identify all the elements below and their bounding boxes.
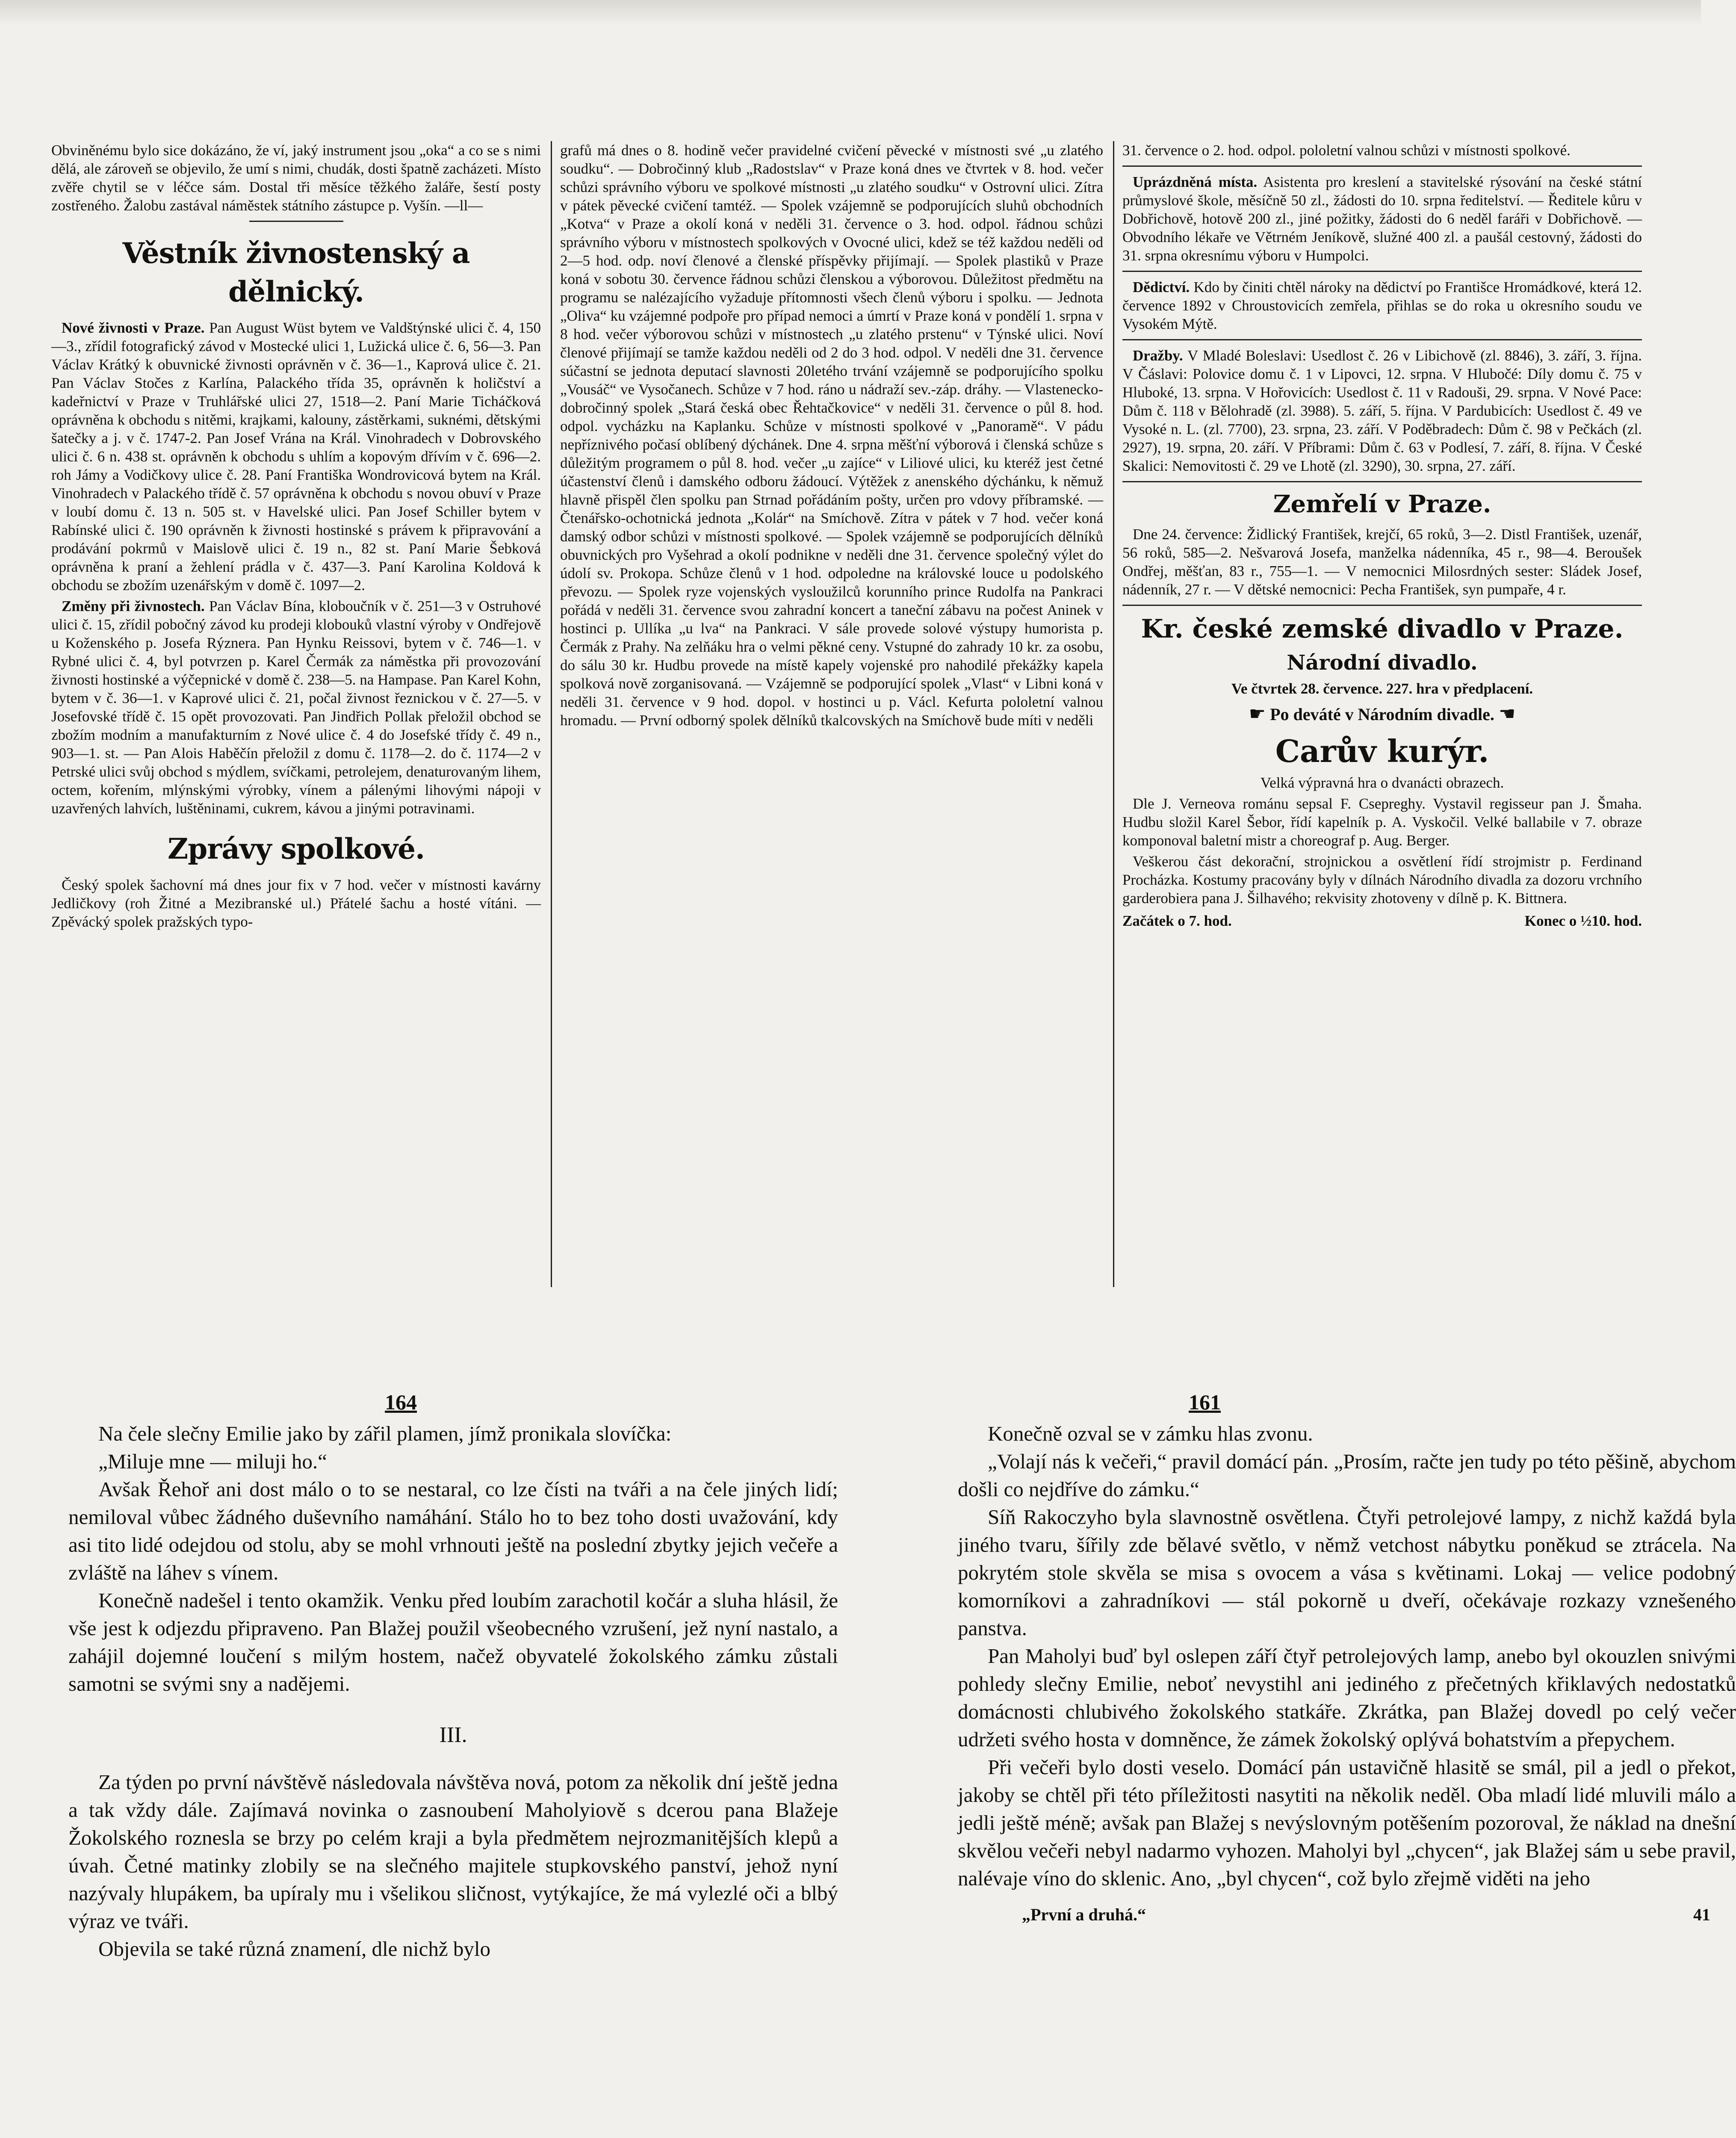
subheading-nove-zivnosti: Nové živnosti v Praze. <box>62 319 205 336</box>
book-paragraph: Síň Rakoczyho byla slavnostně osvětlena. Čtyři petrolejové lampy, z nichž každá byla jiného tvaru, šířily zde bělavé světlo, v němž vetchost nábytku poněkud se ztrácela. Na pokrytém stole skvěla se misa s ovocem a vása s květinami. Lokaj — velice podobný komorníkovi a zahradníkovi — stál pokorně u dveří, očekávaje rozkazy vznešeného panstva. <box>958 1505 1736 1640</box>
book-page-right <box>958 1420 1736 1928</box>
book-paragraph: Při večeři bylo dosti veselo. Domácí pán ustavičně hlasitě se smál, pil a jedl o překot, jakoby se chtěl při této příležitosti nasytiti na několik neděl. Oba mladí lidé mluvili málo a jedli ještě méně; avšak pan Blažej s nevýslovným potěšením pozoroval, že náklad na dnešní skvělou večeři nebyl nadarmo vyhozen. Maholyi byl „chycen“, jak Blažej sám u sebe pravil, nalévaje víno do sklenic. Ano, „byl chycen“, což bylo zřejmě viděti na jeho <box>958 1755 1736 1890</box>
banner-text: Po deváté v Národním divadle. <box>1270 705 1494 724</box>
text-dekorace: Veškerou část dekorační, strojnickou a osvětlení řídí strojmistr p. Ferdinand Procházka. Kostumy pracovány byly v dílnách Národního divadla za dozoru vrchního garderobiera pana J. Šilhavého; rekvisity zhotoveny v dílně p. K. Bittnera. <box>1122 853 1642 907</box>
subheading-uprazdnena: Uprázdněná místa. <box>1133 174 1258 190</box>
subheading-zmeny: Změny při živnostech. <box>62 598 205 614</box>
subheading-drazby: Dražby. <box>1133 347 1183 364</box>
divider <box>1122 605 1642 606</box>
text-spolkove-2: grafů má dnes o 8. hodině večer pravidelné cvičení pěvecké v místnosti své „u zlatého soudku“. — Dobročinný klub „Radostslav“ v Praze koná dnes ve čtvrtek v 8. hod. večer schůzi správního výboru ve spolkové místnosti „u zlatého soudku“ v Ostrovní ulici. Zítra v pátek pěvecké cvičení tamtéž. — Spolek vzájemně se podporujících sluhů obchodních „Kotva“ v Praze a okolí koná v neděli 31. července o 3. hod. odpol. řádnou schůzi správního výboru v místnostech spolkových v Ovocné ulici, kdež se též každou neděli od 2—5 hod. odp. noví členové a členské příspěvky přijímají. — Spolek plastiků v Praze koná v sobotu 30. července řádnou schůzi členskou a výborovou. Důležitost předmětu na programu se nalézajícího vyžaduje přítomnosti všech členů výboru i spolku. — Jednota „Oliva“ ku vzájemné podpoře pro případ nemoci a úmrtí v Praze koná v pondělí 1. srpna v 8 hod. večer výborovou schůzi v místnostech „u zlatého prstenu“ v Týnské ulici. Noví členové přijímají se tamže každou neděli od 2 do 3 hod. odpol. V neděli dne 31. července súčastní se jednota deputací slavnosti 20letého trvání vzájemně se podporujícího spolku „Vousáč“ ve Vysočanech. Schůze v 7 hod. ráno u nádraží sev.-záp. dráhy. — Vlastenecko-dobročinný spolek „Stará česká obec Řehtačkovice“ v neděli 31. července o půl 8. hod. odpol. vycházku na Kaplanku. Schůze v místnosti spolkové v „Panoramě“. V pádu nepříznivého počasí oblíbený dýchánek. Dne 4. srpna měšťní výborová i členská schůze s důležitým programem o půl 8. hod. večer „u zajíce“ v Liliové ulici, ku kteréž jest četné účastenství členů i damského odboru žádoucí. Výtěžek z anenského dýchánku, k němuž hlavně přispěl člen spolku pan Strnad pořádáním pošty, určen pro vdovy příbramské. — Čtenářsko-ochotnická jednota „Kolár“ na Smíchově. Zítra v pátek v 7 hod. večer koná damský odbor schůzi v místnosti spolkové. — Spolek vzájemně se podporujících dělníků obuvnických pro Vyšehrad a okolí podnikne v neděli dne 31. července společný výlet do údolí sv. Prokopa. Schůze členů v 1 hod. odpoledne na královské louce u podolského převozu. — Spolek ryze vojenských vysloužilců korunního prince Rudolfa na Pankraci pořádá v neděli 31. července svou zahradní koncert a taneční zábavu na počest Aninek v hostinci p. Ullíka „u lva“ na Pankraci. V sále provede solové výstupy humorista p. Čermák z Prahy. Na zelňáku hra o velmi pěkné ceny. Vstupné do zahrady 10 kr. za osobu, do sálu 30 kr. Hudbu provede na místě kapely vojenské pro nahodilé překážky kapela spolková nově zorganisovaná. — Vzájemně se podporující spolek „Vlast“ v Libni koná v neděli 31. července v 9 hod. dopol. v hostinci u p. Václ. Kefurta pololetní valnou hromadu. — První odborný spolek dělníků tkalcovských na Smíchově bude míti v neděli <box>560 142 1103 729</box>
book-paragraph: Konečně ozval se v zámku hlas zvonu. <box>988 1422 1313 1445</box>
text-autori: Dle J. Verneova románu sepsal F. Csepreghy. Vystavil regisseur pan J. Šmaha. Hudbu složil Karel Šebor, řídí kapelník p. A. Vyskočil. Velké ballabile v 7. obraze komponoval baletní mistr a choreograf p. Aug. Berger. <box>1122 795 1642 849</box>
text-zemreli: Dne 24. července: Židlický František, krejčí, 65 roků, 3—2. Distl František, uzenář, 56 roků, 585—2. Nešvarová Josefa, manželka nádenníka, 45 r., 98—4. Beroušek Ondřej, měšťan, 83 r., 755—1. — V nemocnici Milosrdných sester: Sládek Josef, nádenník, 27 r. — V dětské nemocnici: Pecha František, syn pumpaře, 4 r. <box>1122 526 1642 598</box>
text-nove-zivnosti: Pan August Wüst bytem ve Valdštýnské ulici č. 4, 150—3., zřídil fotografický závod v Mostecké ulici 1, Lužická ulice č. 6, 56—3. Pan Václav Krátký k obuvnické živnosti oprávněn v č. 36—1., Kaprová ulice č. 21. Pan Václav Stočes z Karlína, Palackého třída 35, oprávněn k holičství a kadeřnictví v Praze v Truhlářské ulici 27, 1518—2. Paní Marie Ticháčková oprávněna k obchodu s nitěmi, krajkami, kalouny, zástěrkami, suknémi, dětskými šatečky a j. v č. 1747-2. Pan Josef Vrána na Král. Vinohradech v Dobrovského ulici č. 6 n. 438 st. oprávněn k obchodu s uhlím a kopovým dřívím v č. 696—2. roh Jámy a Vodičkovy ulice č. 28. Paní Františka Wondrovicová bytem na Král. Vinohradech v Palackého třídě č. 57 oprávněna k obchodu s novou obuví v Praze v loubí domu č. 13 n. 505 st. v Havelské ulici. Pan Josef Schiller bytem v Rabínské ulici č. 190 oprávněn k živnosti hostinské s právem k připravování a prodávání pokrmů v Maislově ulici č. 19 n., 82 st. Paní Marie Šebková oprávněna k praní a žehlení prádla v č. 437—3. Paní Karolina Koldová k obchodu se zbožím uzenářským v domě č. 1097—2. <box>51 319 541 594</box>
text-zmeny: Pan Václav Bína, kloboučník v č. 251—3 v Ostruhové ulici č. 15, zřídil pobočný závod ku prodeji klobouků vlastní výroby v Ondřejově u Koženského p. Josefa Rýznera. Pan Hynku Reissovi, bytem v č. 746—1. v Rybné ulici č. 4, byl potvrzen p. Karel Čermák za náměstka při provozování živnosti hostinské a výčepnické v domě č. 238—5. na Hampase. Pan Karel Kohn, bytem v č. 36—1. v Kaprové ulici č. 21, počal živnost řeznickou v č. 27—5. v Josefovské třídě č. 15 opět provozovati. Pan Jindřich Pollak přeložil obchod se zbožím modním a manufakturním z Nové ulice č. 4 do Josefské třídy č. 49 n., 903—1. st. — Pan Alois Haběčín přeložil z domu č. 1178—2. do č. 1174—2 v Petrské ulici svůj obchod s mýdlem, svíčkami, petrolejem, denaturovaným lihem, octem, kořením, mlýnskými výrobky, vínem a pálenými lihovými nápoji v uzavřených lahvích, luštěninami, cukrem, kávou a jinými potravinami. <box>51 598 541 817</box>
text-dedictvi: Kdo by činiti chtěl nároky na dědictví po Františce Hromádkové, která 12. července 1892 v Chroustovicích zemřela, přihlas se do roka u okresního soudu ve Vysokém Mýtě. <box>1122 279 1642 332</box>
footer-title: „První a druhá.“ <box>1022 1905 1146 1924</box>
paragraph-uprazdnena <box>1122 173 1642 265</box>
book-quote: „Miluje mne — miluji ho.“ <box>98 1450 327 1473</box>
page-number-left: 164 <box>385 1390 417 1414</box>
heading-narodni-divadlo: Národní divadlo. <box>1287 651 1478 675</box>
text-uprazdnena: Asistenta pro kreslení a stavitelské rýsování na české státní průmyslové škole, měsíčně 50 zl., žádosti do 10. srpna ředitelství. — Ředitele kůru v Dobřichově, hotově 200 zl., jiné požitky, žádosti do 6 neděl faráři v Dobřichově. — Obvodního lékaře ve Větrném Jeníkově, služné 400 zl. a paušál cestovný, žádosti do 31. srpna okresnímu výboru v Humpolci. <box>1122 174 1642 264</box>
performance-date: Ve čtvrtek 28. července. 227. hra v předplacení. <box>1231 680 1533 697</box>
divider <box>1122 271 1642 272</box>
column-1 <box>51 141 541 933</box>
text-spolkove-1: Český spolek šachovní má dnes jour fix v 7 hod. večer v místnosti kavárny Jedličkovy (roh Žitné a Mezibranské ul.) Přátelé šachu a hosté vítáni. — Zpěvácký spolek pražských typo- <box>51 877 541 930</box>
heading-zemreli: Zemřelí v Praze. <box>1273 490 1491 518</box>
heading-vestnik: Věstník živnostenský a dělnický. <box>122 236 470 308</box>
paragraph-nove-zivnosti <box>51 319 541 594</box>
book-paragraph: Konečně nadešel i tento okamžik. Venku před loubím zarachotil kočár a sluha hlásil, že vše jest k odjezdu připraveno. Pan Blažej použil všeobecného vzrušení, jež nyní nastalo, a zahájil dojemné loučení s milým hostem, načež obyvatelé žokolského zámku zůstali samotni se svými sny a nadějemi. <box>68 1589 838 1695</box>
divider <box>1122 481 1642 482</box>
text-schuze: 31. července o 2. hod. odpol. pololetní valnou schůzi v místnosti spolkové. <box>1122 142 1571 159</box>
page-edge <box>0 0 1701 26</box>
divider <box>249 221 343 222</box>
column-2 <box>560 141 1103 732</box>
divider <box>1122 165 1642 167</box>
book-paragraph: Za týden po první návštěvě následovala návštěva nová, potom za několik dní ještě jedna a tak vždy dále. Zajímavá novinka o zasnoubení Maholyiově s dcerou pana Blažeje Žokolského roznesla se brzy po celém kraji a byla předmětem nejrozmanitějších klepů a úvah. Četné matinky zlobily se na slečného majitele stupkovského panství, jehož nyní nazývaly hlupákem, ba upíraly mu i všelikou sličnost, vytýkajíce, že má vylezlé oči a blbý výraz ve tváři. <box>68 1770 838 1933</box>
play-description: Velká výpravná hra o dvanácti obrazech. <box>1260 774 1504 791</box>
start-time: Začátek o 7. hod. <box>1122 912 1232 929</box>
paragraph-zmeny <box>51 597 541 818</box>
start-end-row <box>1122 912 1642 930</box>
page-footer <box>958 1901 1736 1928</box>
pointing-hand-icon: ☛ <box>1249 703 1266 725</box>
pointing-hand-icon: ☚ <box>1498 703 1516 725</box>
play-title: Carův kurýr. <box>1275 733 1489 769</box>
paragraph-drazby <box>1122 346 1642 475</box>
heading-zpravy-spolkove: Zprávy spolkové. <box>167 832 425 865</box>
subheading-dedictvi: Dědictví. <box>1133 279 1190 295</box>
newspaper-clipping <box>51 141 1642 1279</box>
end-time: Konec o ½10. hod. <box>1524 912 1642 929</box>
column-rule <box>551 141 552 1287</box>
signature-mark: 41 <box>1693 1905 1710 1924</box>
column-3 <box>1122 141 1642 930</box>
divider <box>1122 339 1642 340</box>
book-paragraph: Avšak Řehoř ani dost málo o to se nestaral, co lze čísti na tváři a na čele jiných lidí; nemiloval vůbec žádného duševního namáhání. Stálo ho to bez toho dosti uvažování, kdy asi tito lidé odejdou od stolu, aby se mohl vrhnouti ještě na poslední zbytky jejich večeře a zvláště na láhev s vínem. <box>68 1477 838 1584</box>
heading-divadlo: Kr. české zemské divadlo v Praze. <box>1141 614 1624 644</box>
banner-row <box>1122 702 1642 726</box>
book-quote: „Volají nás k večeři,“ pravil domácí pán. „Prosím, račte jen tudy po této pěšině, abychom došli co nejdříve do zámku.“ <box>958 1450 1736 1501</box>
book-paragraph: Na čele slečny Emilie jako by zářil plamen, jímž pronikala slovíčka: <box>98 1422 672 1445</box>
chapter-heading: III. <box>439 1723 467 1747</box>
court-report-text: Obviněnému bylo sice dokázáno, že ví, jaký instrument jsou „oka“ a co se s nimi dělá, ale zároveň se objevilo, že umí s nimi, chudák, dosti špatně zacházeti. Místo zvěře chytil se v léčce sám. Dostal tři měsíce těžkého žaláře, šestí posty zostřeného. Žalobu zastával náměstek státního zástupce p. Vyšín. —ll— <box>51 142 541 214</box>
text-drazby: V Mladé Boleslavi: Usedlost č. 26 v Libichově (zl. 8846), 3. září, 3. října. V Čáslavi: Polovice domu č. 1 v Lipovci, 12. srpna. V Hlubočé: Díly domu č. 75 v Hluboké, 13. srpna. V Hořovicích: Usedlost č. 11 v Radouši, 29. srpna. V Nové Pace: Dům č. 118 v Bělohradě (zl. 3988). 5. září, 5. října. V Pardubicích: Usedlost č. 49 ve Vysoké n. L. (zl. 7700), 23. srpna, 23. září. V Poděbradech: Dům č. 98 v Pečkách (zl. 2927), 19. srpna, 20. září. V Příbrami: Dům č. 63 v Podlesí, 7. září, 8. října. V České Skalici: Nemovitosti č. 29 ve Lhotě (zl. 3290), 30. srpna, 27. září. <box>1122 347 1642 474</box>
page-number-right: 161 <box>1189 1390 1221 1414</box>
book-page-left <box>68 1420 838 1963</box>
column-rule <box>1113 141 1114 1287</box>
book-paragraph: Pan Maholyi buď byl oslepen září čtyř petrolejových lamp, anebo byl okouzlen snivými pohledy slečny Emilie, neboť nevystihl ani jediného z přečetných křiklavých nedostatků domácnosti chlubivého žokolského statkáře. Zkrátka, pan Blažej dovedl po celý večer udržeti svého hosta v domněnce, že zámek žokolský oplývá bohatstvím a přepychem. <box>958 1644 1736 1751</box>
paragraph-dedictvi <box>1122 278 1642 333</box>
book-paragraph: Objevila se také různá znamení, dle nichž bylo <box>98 1937 491 1961</box>
